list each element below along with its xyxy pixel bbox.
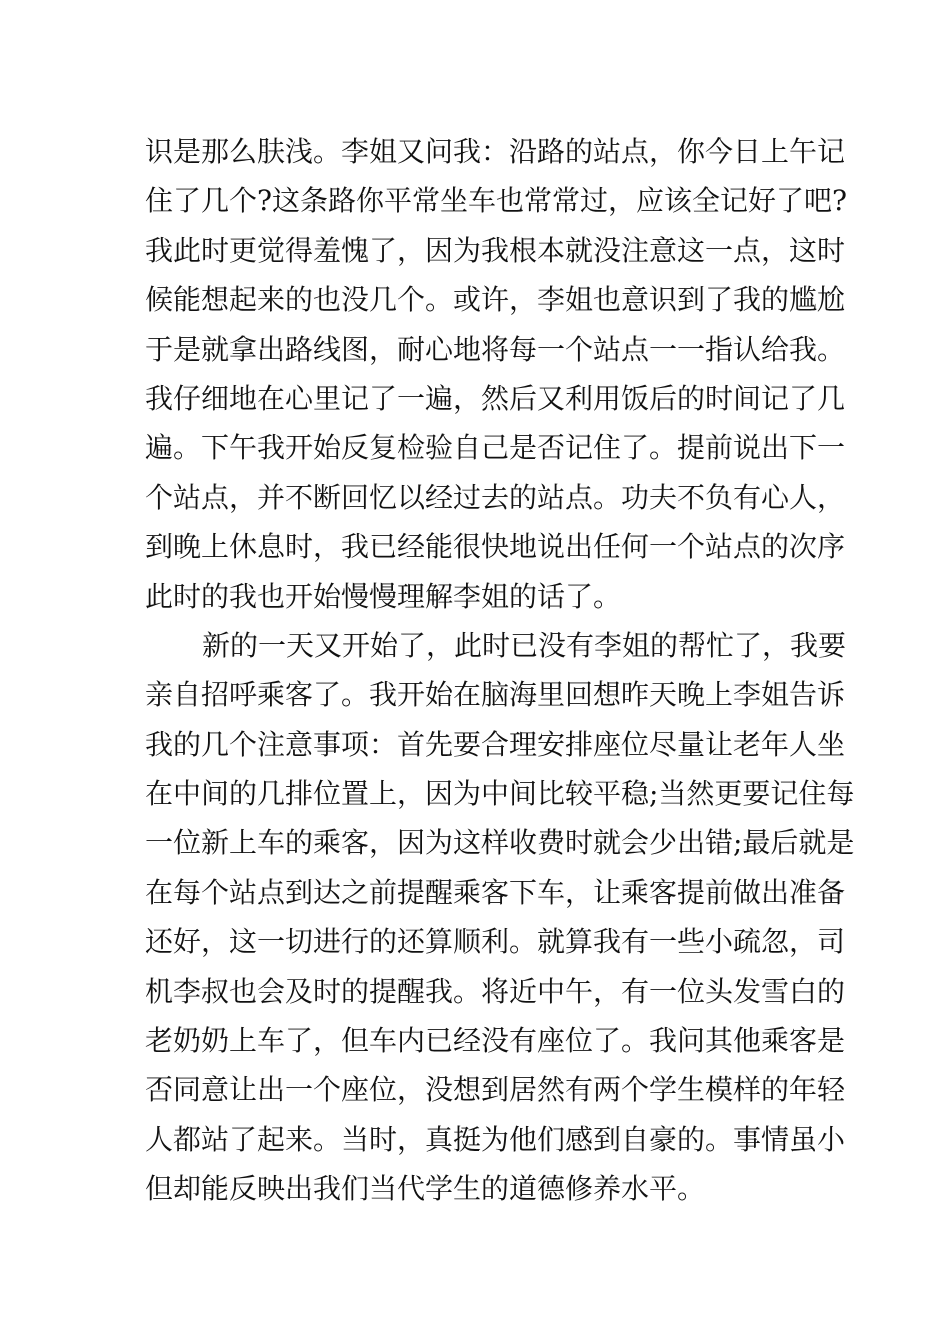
text-line: 我仔细地在心里记了一遍，然后又利用饭后的时间记了几 <box>145 381 846 415</box>
text-line: 住了几个?这条路你平常坐车也常常过，应该全记好了吧? <box>145 184 848 218</box>
text-line: 还好，这一切进行的还算顺利。就算我有一些小疏忽，司 <box>145 925 846 959</box>
text-line: 于是就拿出路线图，耐心地将每一个站点一一指认给我。 <box>145 332 846 366</box>
paragraph-start-line: 新的一天又开始了，此时已没有李姐的帮忙了，我要 <box>202 628 847 662</box>
text-line: 候能想起来的也没几个。或许，李姐也意识到了我的尴尬 <box>145 283 846 317</box>
text-line: 否同意让出一个座位，没想到居然有两个学生模样的年轻 <box>145 1073 846 1107</box>
text-line: 一位新上车的乘客，因为这样收费时就会少出错;最后就是 <box>145 826 855 860</box>
text-line: 我的几个注意事项：首先要合理安排座位尽量让老年人坐 <box>145 727 846 761</box>
text-line: 亲自招呼乘客了。我开始在脑海里回想昨天晚上李姐告诉 <box>145 678 846 712</box>
text-line: 老奶奶上车了，但车内已经没有座位了。我问其他乘客是 <box>145 1024 846 1058</box>
text-line: 个站点，并不断回忆以经过去的站点。功夫不负有心人， <box>145 480 846 514</box>
text-line: 人都站了起来。当时，真挺为他们感到自豪的。事情虽小 <box>145 1122 846 1156</box>
document-body <box>145 127 855 1214</box>
text-line: 机李叔也会及时的提醒我。将近中午，有一位头发雪白的 <box>145 974 846 1008</box>
text-line: 遍。下午我开始反复检验自己是否记住了。提前说出下一 <box>145 431 846 465</box>
text-line: 识是那么肤浅。李姐又问我：沿路的站点，你今日上午记 <box>145 135 846 168</box>
text-line: 在中间的几排位置上，因为中间比较平稳;当然更要记住每 <box>145 777 855 811</box>
text-line: 此时的我也开始慢慢理解李姐的话了。 <box>145 579 622 613</box>
text-line: 但却能反映出我们当代学生的道德修养水平。 <box>145 1172 706 1206</box>
text-line: 到晚上休息时，我已经能很快地说出任何一个站点的次序 <box>145 530 846 564</box>
text-line: 我此时更觉得羞愧了，因为我根本就没注意这一点，这时 <box>145 233 846 267</box>
text-line: 在每个站点到达之前提醒乘客下车，让乘客提前做出准备 <box>145 875 846 909</box>
